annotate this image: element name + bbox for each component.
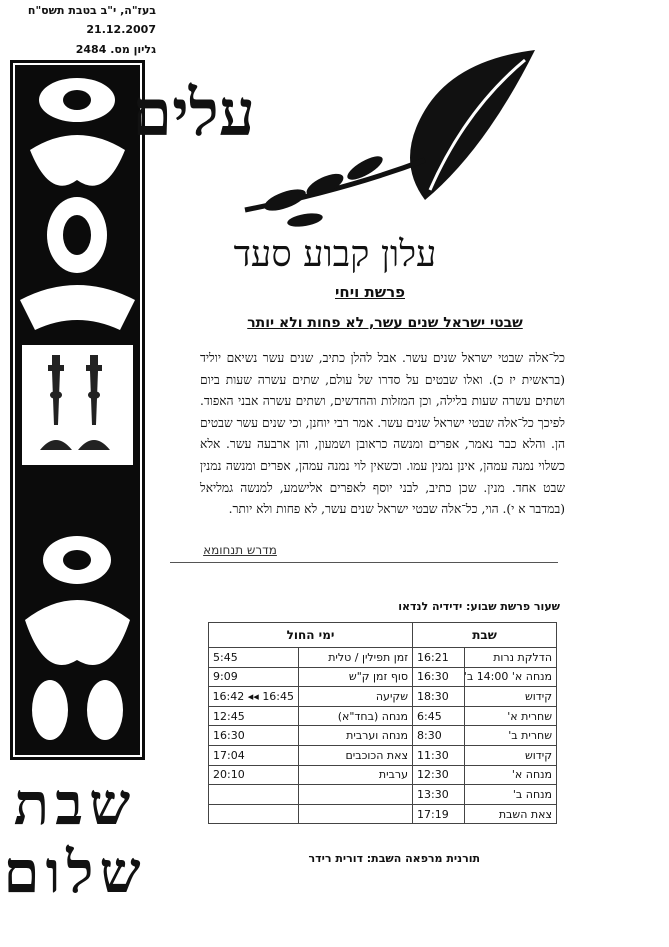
parasha-title: פרשת ויחי <box>334 283 406 301</box>
weekday-time: 16:45 ◂◂ 16:42 <box>209 687 299 707</box>
weekday-label: מנחה (בחד"א) <box>299 706 413 726</box>
weekday-time: 9:09 <box>209 667 299 687</box>
table-row <box>209 785 557 805</box>
issue-number: גליון מס. 2484 <box>75 43 156 56</box>
weekday-time: 12:45 <box>209 706 299 726</box>
weekday-label: צאת הכוכבים <box>299 745 413 765</box>
weekday-time <box>209 804 299 824</box>
article-source: מדרש תנחומא <box>203 543 277 557</box>
shabbat-time: 16:21 <box>413 648 465 668</box>
greeting-line-1: שבת <box>13 770 137 838</box>
table-row <box>209 804 557 824</box>
header-shabbat: שבת <box>413 623 557 648</box>
weekday-label: זמן תפילין / טלית <box>299 648 413 668</box>
table-header-row <box>209 623 557 648</box>
shabbat-label: מנחה א' 14:00 ב' <box>465 667 557 687</box>
prayer-schedule-table <box>208 622 557 824</box>
weekday-time: 17:04 <box>209 745 299 765</box>
weekday-label: שקיעה <box>299 687 413 707</box>
weekday-time <box>209 785 299 805</box>
shabbat-time: 17:19 <box>413 804 465 824</box>
date-gregorian: 21.12.2007 <box>86 23 156 36</box>
table-row <box>209 706 557 726</box>
bulletin-subtitle: עלון קבוע סעד <box>233 234 437 275</box>
table-row <box>209 765 557 785</box>
weekday-label: ערבית <box>299 765 413 785</box>
table-row <box>209 667 557 687</box>
shabbat-label: קידוש <box>465 687 557 707</box>
shabbat-time: 6:45 <box>413 706 465 726</box>
table-row <box>209 648 557 668</box>
shabbat-label: צאת השבת <box>465 804 557 824</box>
shabbat-label: מנחה א' <box>465 765 557 785</box>
shabbat-label: שחרית ב' <box>465 726 557 746</box>
shabbat-shalom-greeting <box>0 770 150 940</box>
clinic-duty-credit: תורנית מרפאה השבת: דורית רידר <box>308 852 480 865</box>
candlesticks-icon <box>30 350 130 460</box>
weekday-label <box>299 785 413 805</box>
weekday-time: 5:45 <box>209 648 299 668</box>
table-row <box>209 687 557 707</box>
logo-title: עלים <box>132 76 255 151</box>
table-row <box>209 726 557 746</box>
shabbat-label: קידוש <box>465 745 557 765</box>
leaf-logo-icon <box>132 40 545 230</box>
weekday-time: 20:10 <box>209 765 299 785</box>
shabbat-label: מנחה ב' <box>465 785 557 805</box>
weekday-time: 16:30 <box>209 726 299 746</box>
header-weekdays: ימי החול <box>209 623 413 648</box>
shabbat-label: שחרית א' <box>465 706 557 726</box>
shabbat-time: 16:30 <box>413 667 465 687</box>
shabbat-time: 11:30 <box>413 745 465 765</box>
divider <box>170 562 558 563</box>
shabbat-time: 13:30 <box>413 785 465 805</box>
weekly-lesson: שעור פרשת שבוע: ידידיה לנדאו <box>398 600 560 613</box>
shabbat-time: 18:30 <box>413 687 465 707</box>
date-hebrew: בעז"ה, י"ב בטבת תשס"ח <box>27 4 156 17</box>
greeting-line-2: שלום <box>3 838 147 906</box>
article-headline: שבטי ישראל שנים עשר, לא פחות ולא יותר <box>247 315 523 331</box>
article-body: כל־אלה שבטי ישראל שנים עשר. אבל להלן כתיב, שנים עשר נשיאם יוליד (בראשית יז כ). ואלו שבטים על סדרו של עולם, שתים עשרה שעות ביום ושתים עשרה שעות בלילה, וכן המזלות והחדשים, ושתים עשרה אבני האפוד. לפיכך כל־אלה שבטי ישראל שנים עשר. אמר רבי יוחנן, וכי שנים עשר שבטים הן. והלא כבר נאמר, אפרים ומנשה כראובן ושמעון, והן ארבעה עשר. אלא כשלוי נמנה עמהן, אינן נמנין עמו. וכשאין לוי נמנה עמהן, אפרים ומנשה נמנין שבט אחד. מנין. שכן כתיב, לבני יוסף לאפרים אלישמע, למנשה גמליאל (במדבר א י). הוי, כל־אלה שבטי ישראל שנים עשר, לא פחות ולא יותר. <box>200 351 565 517</box>
shabbat-time: 8:30 <box>413 726 465 746</box>
shabbat-label: הדלקת נרות <box>465 648 557 668</box>
shabbat-time: 12:30 <box>413 765 465 785</box>
weekday-label: סוף זמן ק"ש <box>299 667 413 687</box>
weekday-label: מנחה וערבית <box>299 726 413 746</box>
table-row <box>209 745 557 765</box>
weekday-label <box>299 804 413 824</box>
